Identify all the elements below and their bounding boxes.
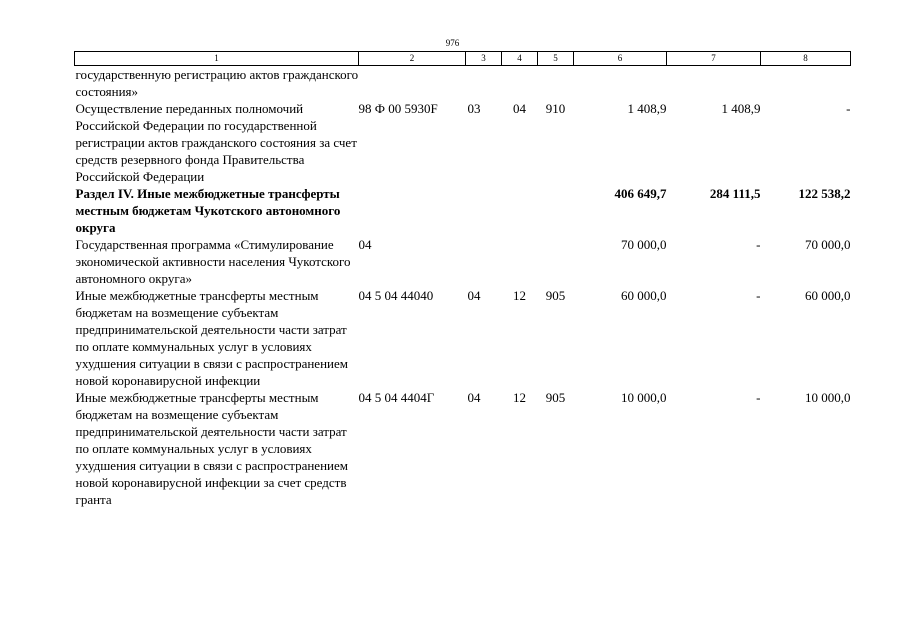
row-col8: 10 000,0	[805, 390, 851, 405]
row-ministry	[538, 185, 574, 236]
budget-table	[74, 51, 851, 508]
column-header: 5	[538, 52, 574, 66]
row-name: Осуществление переданных полномочий Российской Федерации по государственной регистрации актов гражданского состояния за счет средств резервного фонда Правительства Российской Федерации	[75, 101, 357, 184]
row-col7: 1 408,9	[721, 101, 761, 116]
row-subsection: 04	[513, 101, 526, 116]
row-target-code	[359, 66, 466, 101]
row-col8: 70 000,0	[805, 237, 851, 252]
row-total	[574, 66, 667, 101]
row-subsection	[502, 236, 538, 287]
row-total: 10 000,0	[621, 390, 667, 405]
table-body	[75, 66, 851, 509]
row-col7: -	[756, 390, 761, 405]
row-col8: 60 000,0	[805, 288, 851, 303]
row-section	[466, 236, 502, 287]
row-subsection: 12	[513, 390, 526, 405]
table-row	[75, 389, 851, 508]
row-ministry	[538, 66, 574, 101]
table-row	[75, 66, 851, 101]
page-number: 976	[445, 38, 460, 48]
row-subsection: 12	[513, 288, 526, 303]
row-total: 406 649,7	[614, 186, 667, 201]
row-target-code: 04 5 04 4404Г	[358, 390, 435, 405]
row-col8: 122 538,2	[798, 186, 851, 201]
row-subsection	[502, 66, 538, 101]
row-total: 70 000,0	[621, 237, 667, 252]
row-total: 60 000,0	[621, 288, 667, 303]
row-target-code: 04	[358, 237, 372, 252]
row-col7: -	[756, 288, 761, 303]
column-header: 7	[667, 52, 761, 66]
row-section	[466, 66, 502, 101]
row-target-code: 98 Ф 00 5930F	[358, 101, 438, 116]
column-header: 6	[574, 52, 667, 66]
column-header: 4	[502, 52, 538, 66]
row-target-code: 04 5 04 44040	[358, 288, 434, 303]
header-row	[75, 52, 851, 66]
row-ministry: 910	[545, 101, 566, 116]
column-header: 3	[466, 52, 502, 66]
row-total: 1 408,9	[627, 101, 667, 116]
row-col8: -	[846, 101, 851, 116]
row-section: 04	[467, 288, 481, 303]
row-ministry	[538, 236, 574, 287]
row-name: Иные межбюджетные трансферты местным бюджетам на возмещение субъектам предпринимательской деятельности части затрат по оплате коммунальных услуг в условиях ухудшения ситуации в связи с распространением новой коронавирусной инфекции за счет средств гранта	[75, 390, 348, 507]
row-col7: -	[756, 237, 761, 252]
column-header: 1	[75, 52, 359, 66]
row-subsection	[502, 185, 538, 236]
table-header	[75, 52, 851, 66]
row-section: 04	[467, 390, 481, 405]
table-row	[75, 100, 851, 185]
row-name: Иные межбюджетные трансферты местным бюджетам на возмещение субъектам предпринимательской деятельности части затрат по оплате коммунальных услуг в условиях ухудшения ситуации в связи с распространением новой коронавирусной инфекции	[75, 288, 348, 388]
row-name: Раздел IV. Иные межбюджетные трансферты местным бюджетам Чукотского автономного округа	[75, 186, 341, 235]
table-row	[75, 287, 851, 389]
row-ministry: 905	[545, 288, 566, 303]
row-ministry: 905	[545, 390, 566, 405]
row-col7	[667, 66, 761, 101]
row-name: Государственная программа «Стимулирование экономической активности населения Чукотского автономного округа»	[75, 237, 351, 286]
table-row-section-header	[75, 185, 851, 236]
column-header: 8	[761, 52, 851, 66]
row-section	[466, 185, 502, 236]
row-col7: 284 111,5	[709, 186, 761, 201]
row-target-code	[359, 185, 466, 236]
row-name: государственную регистрацию актов гражданского состояния»	[75, 67, 359, 99]
row-section: 03	[467, 101, 481, 116]
table-row	[75, 236, 851, 287]
column-header: 2	[359, 52, 466, 66]
row-col8	[761, 66, 851, 101]
